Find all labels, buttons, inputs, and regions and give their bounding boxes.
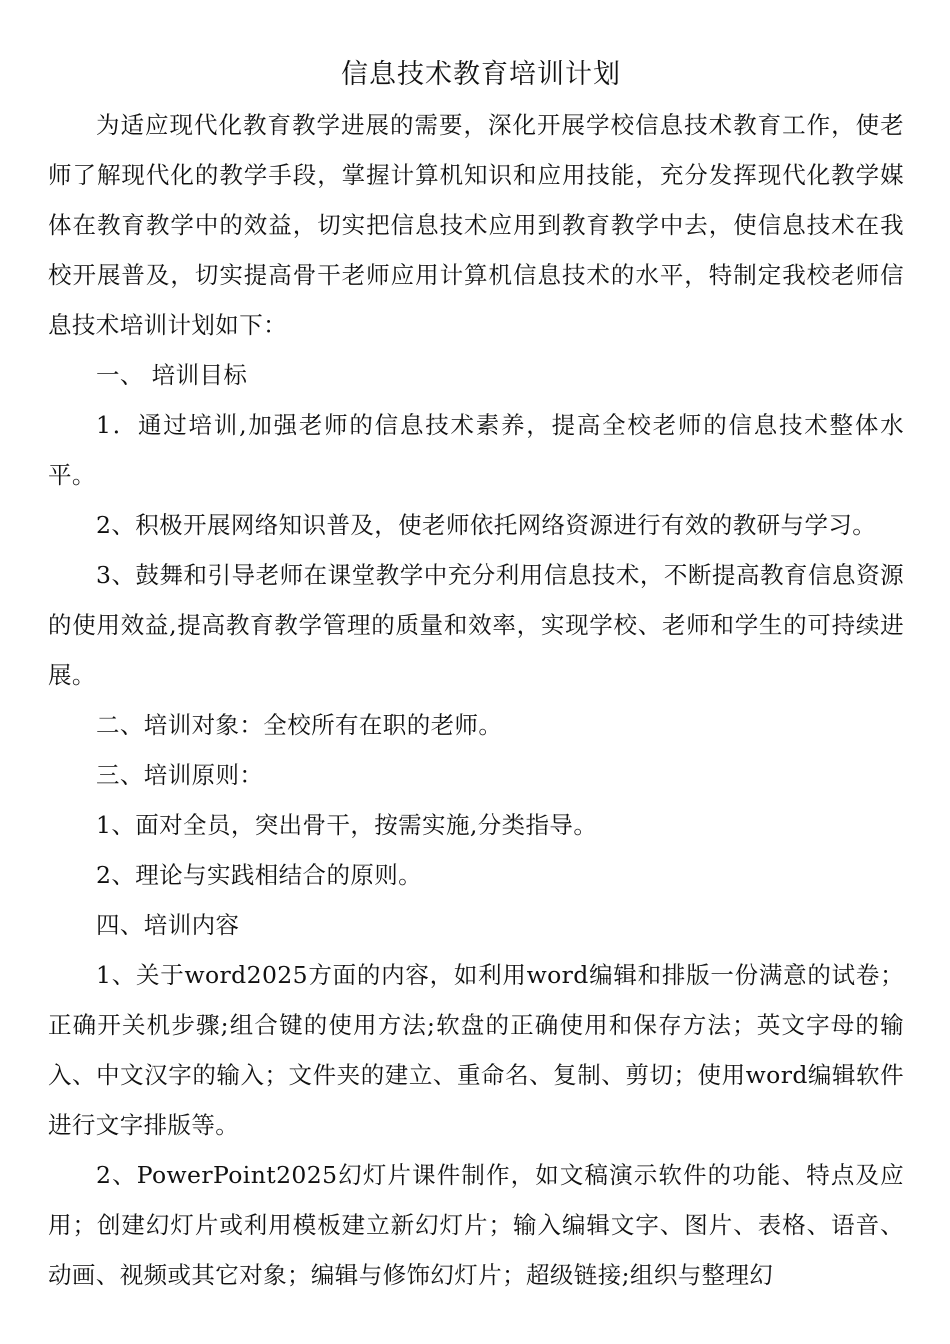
section-heading-training-content: 四、培训内容 bbox=[96, 911, 240, 939]
content-item-1: 1、关于word2025方面的内容，如利用word编辑和排版一份满意的试卷；正确开关机步骤;组合键的使用方法;软盘的正确使用和保存方法；英文字母的输入、中文汉字的输入；文件夹的建立、重命名、复制、剪切；使用word编辑软件进行文字排版等。 bbox=[48, 961, 904, 1139]
content-item-2: 2、PowerPoint2025幻灯片课件制作，如文稿演示软件的功能、特点及应用；创建幻灯片或利用模板建立新幻灯片；输入编辑文字、图片、表格、语音、动画、视频或其它对象；编辑与修饰幻灯片；超级链接;组织与整理幻 bbox=[48, 1161, 904, 1289]
goal-item-1: 1．通过培训,加强老师的信息技术素养，提高全校老师的信息技术整体水平。 bbox=[48, 411, 904, 489]
document-page bbox=[48, 50, 904, 1300]
document-title: 信息技术教育培训计划 bbox=[341, 59, 621, 90]
section-heading-training-goals: 一、 培训目标 bbox=[96, 361, 248, 389]
goal-item-2: 2、积极开展网络知识普及，使老师依托网络资源进行有效的教研与学习。 bbox=[96, 511, 877, 539]
intro-paragraph: 为适应现代化教育教学进展的需要，深化开展学校信息技术教育工作，使老师了解现代化的教学手段，掌握计算机知识和应用技能，充分发挥现代化教学媒体在教育教学中的效益，切实把信息技术应用到教育教学中去，使信息技术在我校开展普及，切实提高骨干老师应用计算机信息技术的水平，特制定我校老师信息技术培训计划如下： bbox=[48, 111, 904, 339]
section-heading-training-targets: 二、培训对象：全校所有在职的老师。 bbox=[96, 711, 503, 739]
principle-item-1: 1、面对全员，突出骨干，按需实施,分类指导。 bbox=[96, 811, 598, 839]
goal-item-3: 3、鼓舞和引导老师在课堂教学中充分利用信息技术，不断提高教育信息资源的使用效益,提高教育教学管理的质量和效率，实现学校、老师和学生的可持续进展。 bbox=[48, 561, 904, 689]
section-heading-training-principles: 三、培训原则： bbox=[96, 761, 264, 789]
principle-item-2: 2、理论与实践相结合的原则。 bbox=[96, 861, 423, 889]
